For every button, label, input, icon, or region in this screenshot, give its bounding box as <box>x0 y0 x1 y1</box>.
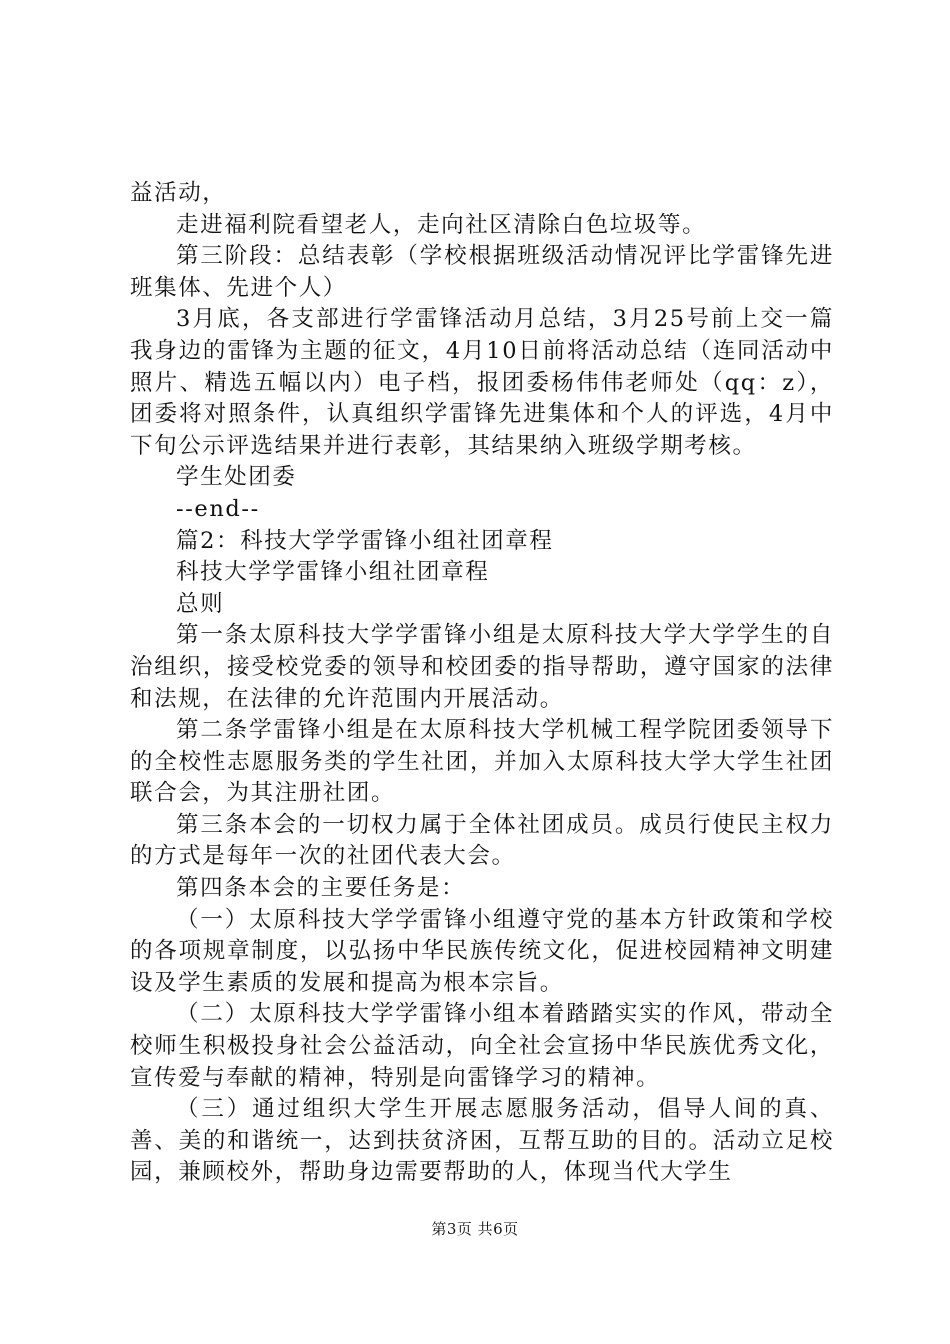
article-two: 第二条学雷锋小组是在太原科技大学机械工程学院团委领导下的全校性志愿服务类的学生社团，并加入太原科技大学大学生社团联合会，为其注册社团。 <box>130 717 834 807</box>
article-three: 第三条本会的一切权力属于全体社团成员。成员行使民主权力的方式是每年一次的社团代表大会。 <box>130 811 834 870</box>
paragraph-welfare-visit: 走进福利院看望老人，走向社区清除白色垃圾等。 <box>176 211 707 238</box>
task-item-one: （一）太原科技大学学雷锋小组遵守党的基本方针政策和学校的各项规章制度，以弘扬中华民族传统文化，促进校园精神文明建设及学生素质的发展和提高为根本宗旨。 <box>130 906 834 996</box>
task-item-two: （二）太原科技大学学雷锋小组本着踏踏实实的作风，带动全校师生积极投身社会公益活动，向全社会宣扬中华民族优秀文化，宣传爱与奉献的精神，特别是向雷锋学习的精神。 <box>130 1001 834 1091</box>
article-four: 第四条本会的主要任务是： <box>176 875 466 902</box>
task-item-three: （三）通过组织大学生开展志愿服务活动，倡导人间的真、善、美的和谐统一，达到扶贫济困，互帮互助的目的。活动立足校园，兼顾校外，帮助身边需要帮助的人，体现当代大学生 <box>130 1096 834 1186</box>
page-number-footer: 第3页 共6页 <box>431 1220 519 1238</box>
article-one: 第一条太原科技大学学雷锋小组是太原科技大学大学学生的自治组织，接受校党委的领导和校团委的指导帮助，遵守国家的法律和法规，在法律的允许范围内开展活动。 <box>130 622 834 712</box>
article-heading: 篇2：科技大学学雷锋小组社团章程 <box>176 527 554 554</box>
paragraph-end-marker: --end-- <box>176 495 260 522</box>
paragraph-continued: 益活动， <box>130 180 227 206</box>
document-body <box>130 178 834 1189</box>
paragraph-stage-three: 第三阶段：总结表彰（学校根据班级活动情况评比学雷锋先进班集体、先进个人） <box>130 243 834 301</box>
paragraph-summary-schedule: 3月底，各支部进行学雷锋活动月总结，3月25号前上交一篇我身边的雷锋为主题的征文，4月10日前将活动总结（连同活动中照片、精选五幅以内）电子档，报团委杨伟伟老师处（qq：z），团委将对照条件，认真组织学雷锋先进集体和个人的评选，4月中下旬公示评选结果并进行表彰，其结果纳入班级学期考核。 <box>130 306 834 459</box>
section-general-provisions: 总则 <box>176 590 225 617</box>
charter-title: 科技大学学雷锋小组社团章程 <box>176 559 490 586</box>
paragraph-signature: 学生处团委 <box>176 464 297 491</box>
